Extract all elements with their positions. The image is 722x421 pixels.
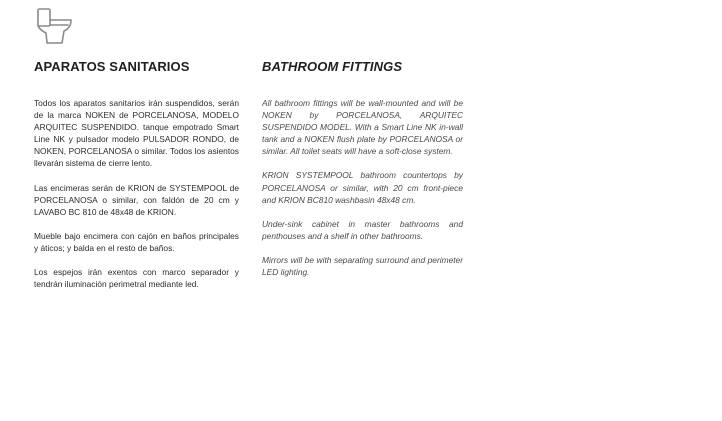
english-heading: BATHROOM FITTINGS	[262, 59, 403, 74]
spanish-paragraph-3: Mueble bajo encimera con cajón en baños principales y áticos; y balda en el resto de baños.	[34, 230, 239, 253]
english-paragraph-4: Mirrors will be with separating surround and perimeter LED lighting.	[262, 254, 463, 278]
english-paragraph-3: Under-sink cabinet in master bathrooms and penthouses and a shelf in other bathrooms.	[262, 218, 463, 241]
spanish-heading: APARATOS SANITARIOS	[34, 59, 190, 74]
english-paragraph-2: KRION SYSTEMPOOL bathroom countertops by PORCELANOSA or similar, with 20 cm front-piece and KRION BC810 washbasin 48x48 cm.	[262, 170, 463, 205]
spanish-column	[34, 59, 239, 302]
spanish-paragraph-1: Todos los aparatos sanitarios irán suspendidos, serán de la marca NOKEN de PORCELANOSA, MODELO ARQUITEC SUSPENDIDO. tanque empotrado Smart Line NK y pulsador modelo PULSADOR RONDO, de NOKEN, PORCELANOSA o similar. Todos los asientos llevarán sistema de cierre lento.	[34, 98, 239, 169]
spanish-paragraph-2: Las encimeras serán de KRION de SYSTEMPOOL de PORCELANOSA o similar, con faldón de 20 cm y LAVABO BC 810 de 48x48 de KRION.	[34, 182, 239, 217]
toilet-icon	[34, 6, 76, 48]
english-column	[262, 59, 463, 290]
spanish-paragraph-4: Los espejos irán exentos con marco separador y tendrán iluminación perimetral mediante led.	[34, 267, 239, 290]
english-paragraph-1: All bathroom fittings will be wall-mounted and will be NOKEN by PORCELANOSA, ARQUITEC SUSPENDIDO MODEL. With a Smart Line NK in-wall tank and a NOKEN flush plate by PORCELANOSA or similar. All toilet seats will have a soft-close system.	[262, 98, 463, 157]
